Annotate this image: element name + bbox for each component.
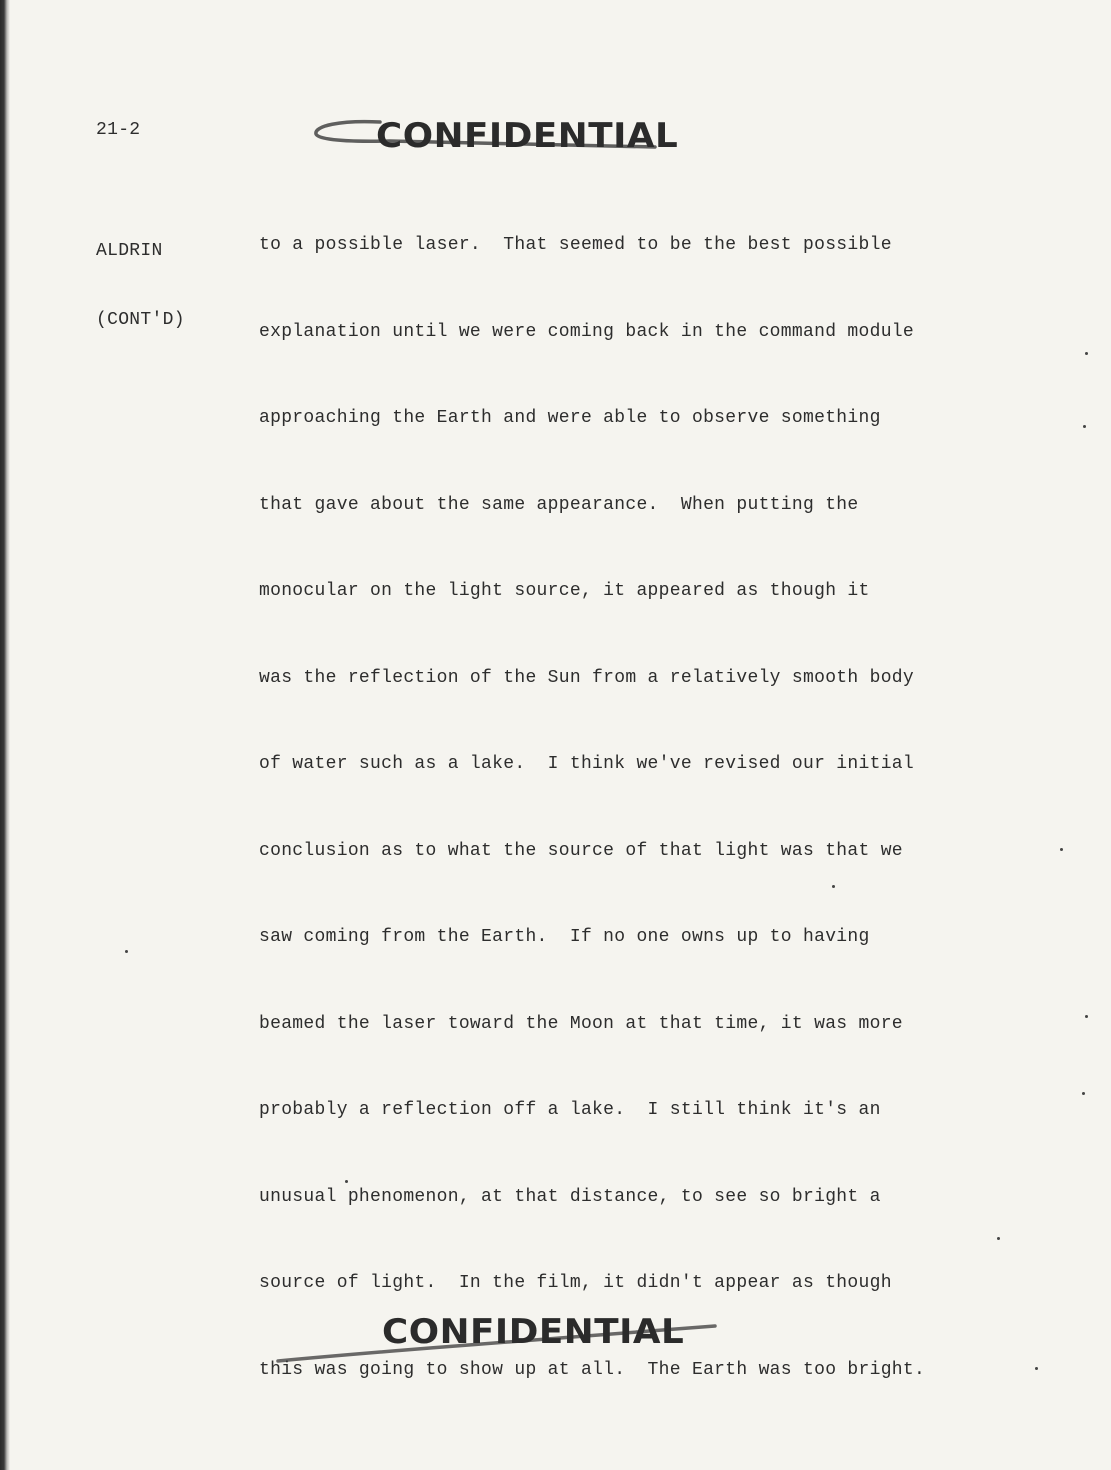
body-line: beamed the laser toward the Moon at that time, it was more — [259, 1013, 903, 1034]
speaker-label — [96, 194, 185, 378]
body-line: source of light. In the film, it didn't appear as though — [259, 1273, 892, 1293]
body-line: saw coming from the Earth. If no one owns up to having — [259, 927, 870, 947]
body-line: this was going to show up at all. The Earth was too bright. — [259, 1359, 926, 1380]
paper-speck — [1082, 1092, 1085, 1095]
body-line: conclusion as to what the source of that light was that we — [259, 840, 903, 861]
paper-speck — [832, 885, 835, 888]
confidential-stamp-bottom: CONFIDENTIAL — [382, 1312, 685, 1352]
paper-speck — [1060, 848, 1063, 851]
body-line: explanation until we were coming back in the command module — [259, 321, 915, 342]
paper-speck — [125, 950, 128, 953]
body-line: unusual phenomenon, at that distance, to see so bright a — [259, 1186, 881, 1207]
page-number: 21-2 — [96, 120, 141, 140]
paper-speck — [1085, 352, 1088, 355]
body-line: to a possible laser. That seemed to be the best possible — [259, 235, 892, 255]
body-line: that gave about the same appearance. When putting the — [259, 494, 859, 515]
paper-speck — [345, 1180, 348, 1183]
paper-speck — [1035, 1367, 1038, 1370]
paper-speck — [997, 1237, 1000, 1240]
speaker-continued: (CONT'D) — [96, 310, 185, 330]
paper-speck — [1085, 1015, 1088, 1018]
transcript-body — [259, 193, 925, 1444]
page-edge-shadow — [0, 0, 10, 1470]
paper-speck — [1083, 425, 1086, 428]
confidential-stamp-top: CONFIDENTIAL — [376, 116, 679, 156]
body-line: probably a reflection off a lake. I still think it's an — [259, 1100, 881, 1120]
speaker-name: ALDRIN — [96, 241, 163, 261]
body-line: monocular on the light source, it appeared as though it — [259, 581, 870, 601]
body-line: approaching the Earth and were able to observe something — [259, 408, 881, 428]
body-line: of water such as a lake. I think we've revised our initial — [259, 754, 915, 774]
body-line: was the reflection of the Sun from a relatively smooth body — [259, 667, 915, 688]
